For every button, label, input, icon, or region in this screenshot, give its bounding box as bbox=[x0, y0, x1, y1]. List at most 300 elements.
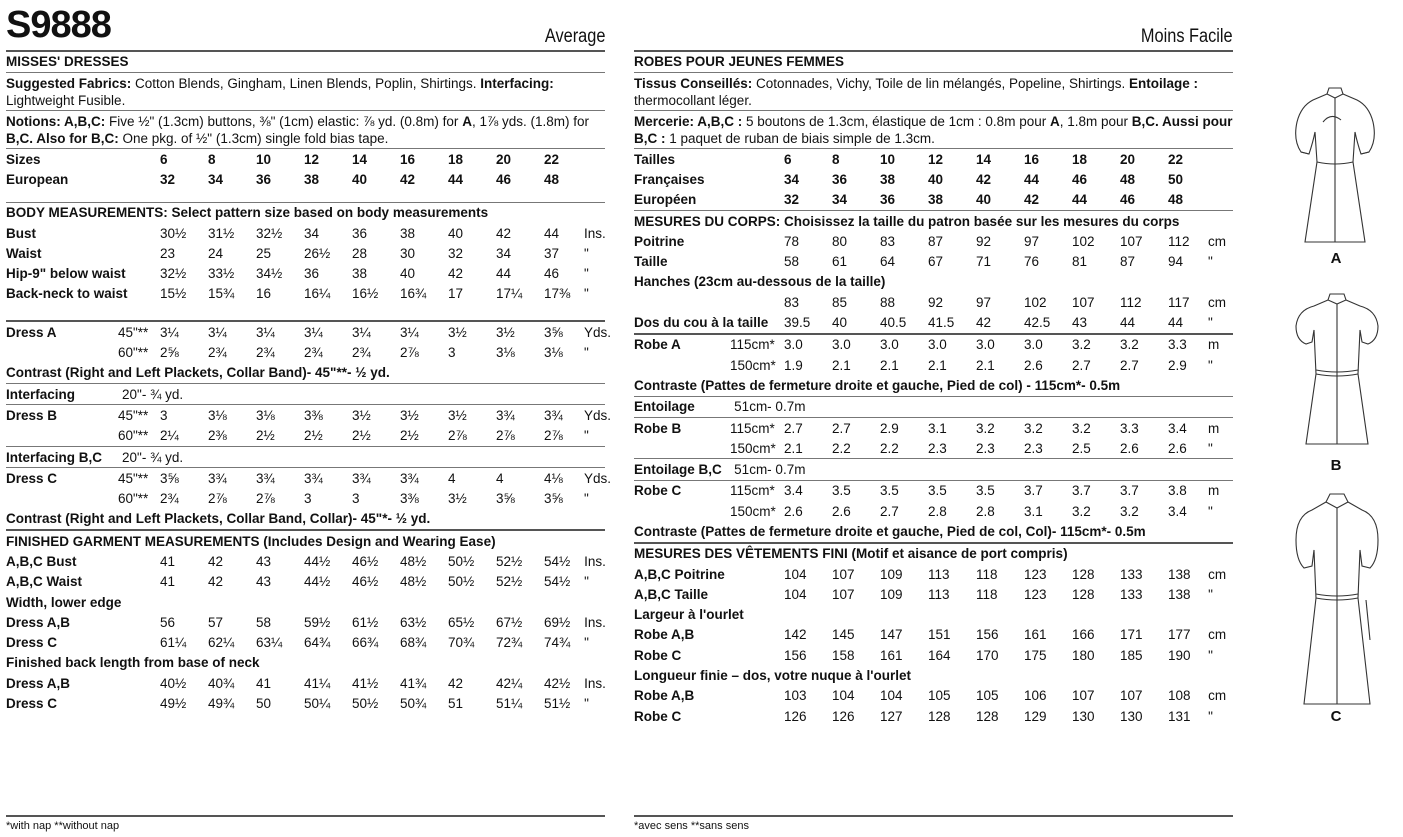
interfacing-label-fr: Entoilage : bbox=[1129, 76, 1199, 91]
contrast-a-text: Contrast (Right and Left Plackets, Collar Band)- 45"**- ½ yd. bbox=[6, 365, 390, 381]
value-cell: 3.0 bbox=[928, 337, 947, 353]
value-cell: 145 bbox=[832, 627, 855, 643]
value-cell: 46 bbox=[1120, 192, 1136, 208]
value-cell: 46 bbox=[544, 266, 560, 282]
value-cell: 83 bbox=[784, 294, 800, 310]
value-cell: 108 bbox=[1168, 688, 1191, 704]
value-cell: 177 bbox=[1168, 627, 1191, 643]
longueur-text: Longueur finie – dos, votre nuque à l'ourlet bbox=[634, 668, 911, 684]
value-cell: 44 bbox=[544, 225, 560, 241]
value-cell: 2.8 bbox=[928, 503, 947, 519]
value-cell: 2⅞ bbox=[256, 491, 275, 507]
width-label: 115cm* bbox=[730, 420, 775, 436]
value-cell: 6 bbox=[784, 151, 792, 167]
value-cell: 161 bbox=[880, 647, 903, 663]
blank-cell bbox=[634, 438, 730, 458]
value-cell: 2.6 bbox=[1120, 440, 1139, 456]
dos-row bbox=[634, 312, 1233, 332]
unit-cell: cm bbox=[1208, 233, 1227, 249]
data-table bbox=[6, 447, 605, 467]
value-cell: 22 bbox=[544, 151, 560, 167]
value-cell: 17¼ bbox=[496, 286, 523, 302]
value-cell: 142 bbox=[784, 627, 807, 643]
value-cell: 104 bbox=[832, 688, 855, 704]
row-label: Dress A,B bbox=[6, 614, 71, 630]
value-cell: 3.7 bbox=[1120, 483, 1139, 499]
value-cell: 118 bbox=[976, 586, 998, 602]
row-label: Robe A bbox=[634, 337, 681, 353]
value-cell: 51¼ bbox=[496, 696, 523, 712]
value-cell: 3.2 bbox=[1072, 503, 1091, 519]
contrast-a-fr bbox=[634, 375, 1233, 395]
value-cell: 3.5 bbox=[928, 483, 947, 499]
width-row bbox=[6, 612, 605, 632]
row-text: 51cm- 0.7m bbox=[734, 399, 806, 415]
data-table bbox=[6, 322, 612, 383]
value-cell: 8 bbox=[832, 151, 840, 167]
value-cell: 3.5 bbox=[880, 483, 899, 499]
value-cell: 107 bbox=[1072, 688, 1095, 704]
row-label: Européen bbox=[634, 192, 697, 208]
value-cell: 106 bbox=[1024, 688, 1047, 704]
value-cell: 44 bbox=[496, 266, 512, 282]
french-tables bbox=[634, 149, 1233, 726]
value-cell: 3¼ bbox=[400, 324, 419, 340]
value-cell: 32 bbox=[448, 245, 464, 261]
value-cell: 112 bbox=[1120, 294, 1142, 310]
unit-cell: " bbox=[1208, 586, 1213, 602]
value-cell: 107 bbox=[1072, 294, 1095, 310]
width-label: 150cm* bbox=[730, 440, 776, 456]
robe-c-row bbox=[634, 501, 1233, 521]
data-table bbox=[634, 211, 1233, 333]
value-cell: 16 bbox=[1024, 151, 1040, 167]
row-label: Tailles bbox=[634, 151, 676, 167]
section-title-fr: ROBES POUR JEUNES FEMMES bbox=[634, 52, 1233, 73]
dress-c-illustration bbox=[1290, 490, 1385, 712]
value-cell: 16 bbox=[400, 151, 416, 167]
value-cell: 2½ bbox=[304, 428, 323, 444]
largeur-row bbox=[634, 625, 1233, 645]
value-cell: 14 bbox=[976, 151, 992, 167]
value-cell: 48½ bbox=[400, 553, 427, 569]
value-cell: 32 bbox=[784, 192, 800, 208]
value-cell: 2.7 bbox=[1072, 357, 1091, 373]
value-cell: 40 bbox=[400, 266, 416, 282]
row-label: Back-neck to waist bbox=[6, 286, 128, 302]
notions-text-fr: 5 boutons de 1.3cm, élastique de 1cm : 0.8m pour bbox=[742, 114, 1050, 129]
pattern-code: S9888 bbox=[6, 4, 111, 46]
unit-cell: Ins. bbox=[584, 225, 606, 241]
value-cell: 3⅛ bbox=[256, 407, 275, 423]
value-cell: 83 bbox=[880, 233, 896, 249]
taille-row bbox=[634, 251, 1233, 271]
value-cell: 3.2 bbox=[976, 420, 995, 436]
back-row bbox=[6, 693, 605, 713]
value-cell: 48½ bbox=[400, 574, 427, 590]
value-cell: 3.3 bbox=[1168, 337, 1187, 353]
notions-paragraph-fr bbox=[634, 111, 1233, 149]
row-label: Dress B bbox=[6, 407, 58, 423]
value-cell: 2¾ bbox=[304, 345, 323, 361]
value-cell: 103 bbox=[784, 688, 807, 704]
data-table bbox=[634, 459, 1233, 479]
value-cell: 107 bbox=[832, 566, 855, 582]
value-cell: 3¼ bbox=[208, 324, 227, 340]
value-cell: 43 bbox=[256, 553, 272, 569]
value-cell: 17 bbox=[448, 286, 464, 302]
value-cell: 118 bbox=[976, 566, 998, 582]
value-cell: 2.3 bbox=[928, 440, 947, 456]
notions-text: Five ½" (1.3cm) buttons, ⅜" (1cm) elastic: ⅞ yd. (0.8m) for bbox=[105, 114, 463, 129]
value-cell: 41 bbox=[160, 574, 176, 590]
row-label: Dress A,B bbox=[6, 675, 71, 691]
value-cell: 8 bbox=[208, 151, 216, 167]
value-cell: 129 bbox=[1024, 708, 1047, 724]
dress-b-row bbox=[6, 426, 605, 446]
value-cell: 92 bbox=[928, 294, 944, 310]
row-label: Bust bbox=[6, 225, 36, 241]
longueur-row bbox=[634, 686, 1233, 706]
row-label: Robe C bbox=[634, 647, 682, 663]
unit-cell: " bbox=[584, 696, 589, 712]
value-cell: 87 bbox=[928, 233, 944, 249]
value-cell: 3.7 bbox=[1072, 483, 1091, 499]
dress-a-illustration bbox=[1283, 82, 1388, 250]
value-cell: 3½ bbox=[448, 491, 467, 507]
robe-c-row bbox=[634, 481, 1233, 501]
value-cell: 175 bbox=[1024, 647, 1047, 663]
value-cell: 104 bbox=[784, 566, 807, 582]
unit-cell: " bbox=[584, 574, 589, 590]
value-cell: 32½ bbox=[256, 225, 283, 241]
value-cell: 58 bbox=[784, 254, 800, 270]
value-cell: 128 bbox=[1072, 586, 1095, 602]
data-table bbox=[634, 149, 1233, 210]
fabrics-text-fr: Cotonnades, Vichy, Toile de lin mélangés, Popeline, Shirtings. bbox=[752, 76, 1130, 91]
finished-row-fr bbox=[634, 584, 1233, 604]
value-cell: 22 bbox=[1168, 151, 1184, 167]
value-cell: 33½ bbox=[208, 266, 235, 282]
value-cell: 40 bbox=[448, 225, 464, 241]
value-cell: 42 bbox=[976, 315, 992, 331]
value-cell: 92 bbox=[976, 233, 992, 249]
data-table bbox=[6, 531, 605, 714]
value-cell: 44 bbox=[1072, 192, 1088, 208]
value-cell: 3⅝ bbox=[160, 470, 179, 486]
value-cell: 42 bbox=[208, 574, 224, 590]
value-cell: 109 bbox=[880, 566, 903, 582]
francaises-row bbox=[634, 169, 1233, 189]
value-cell: 2.1 bbox=[976, 357, 995, 373]
value-cell: 133 bbox=[1120, 586, 1143, 602]
value-cell: 2.6 bbox=[832, 503, 851, 519]
interfacing-text: Lightweight Fusible. bbox=[6, 93, 126, 108]
notions-a-fr: A bbox=[1049, 114, 1060, 129]
value-cell: 131 bbox=[1168, 708, 1191, 724]
value-cell: 2.7 bbox=[880, 503, 899, 519]
value-cell: 44 bbox=[448, 171, 464, 187]
hanches-row bbox=[634, 292, 1233, 312]
finished-title bbox=[6, 531, 605, 551]
dress-a-row bbox=[6, 342, 605, 362]
value-cell: 3.0 bbox=[880, 337, 899, 353]
value-cell: 57 bbox=[208, 614, 224, 630]
value-cell: 2¾ bbox=[256, 345, 275, 361]
value-cell: 2.3 bbox=[1024, 440, 1043, 456]
row-label: Robe C bbox=[634, 483, 682, 499]
width-label: 115cm* bbox=[730, 483, 775, 499]
value-cell: 3¾ bbox=[256, 470, 275, 486]
value-cell: 2¾ bbox=[208, 345, 227, 361]
dress-a-row bbox=[6, 322, 605, 342]
finished-title-fr-text: MESURES DES VÊTEMENTS FINI (Motif et aisance de port compris) bbox=[634, 546, 1068, 562]
difficulty-label-fr: Moins Facile bbox=[1141, 26, 1233, 47]
value-cell: 25 bbox=[256, 245, 272, 261]
notions-bc: B,C. Also for B,C: bbox=[6, 131, 119, 146]
value-cell: 138 bbox=[1168, 566, 1191, 582]
value-cell: 2⅞ bbox=[208, 491, 227, 507]
value-cell: 107 bbox=[1120, 688, 1143, 704]
value-cell: 70¾ bbox=[448, 635, 475, 651]
value-cell: 38 bbox=[880, 171, 896, 187]
body-row bbox=[6, 223, 605, 243]
value-cell: 61 bbox=[832, 254, 848, 270]
value-cell: 41 bbox=[256, 675, 272, 691]
width-label: 45"** bbox=[118, 407, 149, 423]
blank-cell bbox=[6, 426, 118, 446]
value-cell: 3⅛ bbox=[496, 345, 515, 361]
value-cell: 3½ bbox=[352, 407, 371, 423]
finished-row bbox=[6, 551, 605, 571]
value-cell: 2.1 bbox=[784, 440, 803, 456]
value-cell: 102 bbox=[1024, 294, 1047, 310]
value-cell: 41.5 bbox=[928, 315, 955, 331]
value-cell: 3⅜ bbox=[400, 491, 419, 507]
value-cell: 151 bbox=[928, 627, 951, 643]
value-cell: 2½ bbox=[400, 428, 419, 444]
notions-bc-fr: B,C. Aussi pour B,C : bbox=[634, 114, 1233, 146]
value-cell: 48 bbox=[1168, 192, 1184, 208]
value-cell: 2.9 bbox=[880, 420, 899, 436]
value-cell: 105 bbox=[928, 688, 951, 704]
value-cell: 36 bbox=[304, 266, 320, 282]
largeur bbox=[634, 605, 1233, 625]
interfacing-label: Interfacing: bbox=[480, 76, 554, 91]
value-cell: 50¾ bbox=[400, 696, 427, 712]
value-cell: 68¾ bbox=[400, 635, 427, 651]
value-cell: 44 bbox=[1168, 315, 1184, 331]
unit-cell: " bbox=[584, 266, 589, 282]
value-cell: 24 bbox=[208, 245, 224, 261]
value-cell: 31½ bbox=[208, 225, 235, 241]
row-label: Hip-9" below waist bbox=[6, 266, 126, 282]
notions-paragraph bbox=[6, 111, 605, 149]
value-cell: 3 bbox=[448, 345, 456, 361]
value-cell: 34½ bbox=[256, 266, 283, 282]
value-cell: 40 bbox=[832, 315, 848, 331]
value-cell: 48 bbox=[544, 171, 560, 187]
unit-cell: Ins. bbox=[584, 553, 606, 569]
width-row bbox=[6, 633, 605, 653]
width-label: 60"** bbox=[118, 491, 149, 507]
row-label: Robe C bbox=[634, 708, 682, 724]
value-cell: 3.0 bbox=[1024, 337, 1043, 353]
data-table bbox=[634, 397, 1233, 417]
value-cell: 3¼ bbox=[160, 324, 179, 340]
value-cell: 41¾ bbox=[400, 675, 427, 691]
body-row bbox=[6, 263, 605, 283]
value-cell: 2⅝ bbox=[160, 345, 179, 361]
english-tables bbox=[6, 149, 612, 714]
value-cell: 2.7 bbox=[832, 420, 851, 436]
value-cell: 37 bbox=[544, 245, 560, 261]
value-cell: 52½ bbox=[496, 574, 523, 590]
hanches-label bbox=[634, 272, 1233, 292]
contrast-a-fr-text: Contraste (Pattes de fermeture droite et gauche, Pied de col) - 115cm*- 0.5m bbox=[634, 377, 1121, 393]
value-cell: 2⅞ bbox=[496, 428, 515, 444]
value-cell: 3.4 bbox=[784, 483, 803, 499]
value-cell: 43 bbox=[256, 574, 272, 590]
unit-cell: " bbox=[1208, 315, 1213, 331]
value-cell: 51½ bbox=[544, 696, 571, 712]
value-cell: 3½ bbox=[496, 324, 515, 340]
value-cell: 34 bbox=[784, 171, 800, 187]
value-cell: 81 bbox=[1072, 254, 1088, 270]
value-cell: 40¾ bbox=[208, 675, 235, 691]
largeur-row bbox=[634, 645, 1233, 665]
unit-cell: Ins. bbox=[584, 675, 606, 691]
value-cell: 16¾ bbox=[400, 286, 427, 302]
value-cell: 59½ bbox=[304, 614, 331, 630]
value-cell: 39.5 bbox=[784, 315, 811, 331]
width-label: 115cm* bbox=[730, 337, 775, 353]
value-cell: 2.9 bbox=[1168, 357, 1187, 373]
value-cell: 48 bbox=[1120, 171, 1136, 187]
value-cell: 138 bbox=[1168, 586, 1191, 602]
interfacing-bc bbox=[6, 447, 605, 467]
figure-label-c: C bbox=[1330, 708, 1342, 725]
finished-title-fr bbox=[634, 544, 1233, 564]
value-cell: 2.6 bbox=[1168, 440, 1187, 456]
value-cell: 2½ bbox=[352, 428, 371, 444]
value-cell: 42 bbox=[1024, 192, 1040, 208]
value-cell: 3.2 bbox=[1072, 420, 1091, 436]
value-cell: 17⅜ bbox=[544, 286, 571, 302]
value-cell: 3.2 bbox=[1072, 337, 1091, 353]
value-cell: 123 bbox=[1024, 586, 1047, 602]
finished-row-fr bbox=[634, 564, 1233, 584]
value-cell: 40.5 bbox=[880, 315, 907, 331]
value-cell: 52½ bbox=[496, 553, 523, 569]
unit-cell: Yds. bbox=[584, 324, 612, 340]
value-cell: 161 bbox=[1024, 627, 1047, 643]
row-label: Entoilage B,C bbox=[634, 462, 722, 478]
entoilage-bc bbox=[634, 459, 1233, 479]
notions-a: A bbox=[462, 114, 472, 129]
data-table bbox=[6, 384, 605, 404]
row-label: Dress C bbox=[6, 635, 58, 651]
value-cell: 18 bbox=[1072, 151, 1088, 167]
value-cell: 105 bbox=[976, 688, 999, 704]
footnote: *with nap **without nap bbox=[6, 815, 605, 832]
value-cell: 66¾ bbox=[352, 635, 379, 651]
value-cell: 113 bbox=[928, 586, 950, 602]
value-cell: 42¼ bbox=[496, 675, 523, 691]
value-cell: 3.2 bbox=[1120, 503, 1139, 519]
value-cell: 126 bbox=[832, 708, 855, 724]
unit-cell: " bbox=[584, 491, 589, 507]
europeen-row bbox=[634, 190, 1233, 210]
unit-cell: " bbox=[584, 635, 589, 651]
value-cell: 147 bbox=[880, 627, 903, 643]
value-cell: 3¼ bbox=[304, 324, 323, 340]
unit-cell: cm bbox=[1208, 294, 1227, 310]
value-cell: 170 bbox=[976, 647, 999, 663]
value-cell: 44 bbox=[1120, 315, 1136, 331]
robe-a-row bbox=[634, 355, 1233, 375]
value-cell: 50½ bbox=[448, 574, 475, 590]
value-cell: 16 bbox=[256, 286, 272, 302]
value-cell: 62¼ bbox=[208, 635, 235, 651]
value-cell: 64 bbox=[880, 254, 896, 270]
value-cell: 49¾ bbox=[208, 696, 235, 712]
contrast-c-fr bbox=[634, 521, 1233, 541]
value-cell: 2.6 bbox=[1024, 357, 1043, 373]
value-cell: 28 bbox=[352, 245, 368, 261]
value-cell: 185 bbox=[1120, 647, 1143, 663]
value-cell: 32 bbox=[160, 171, 176, 187]
value-cell: 38 bbox=[400, 225, 416, 241]
body-title-fr-text: MESURES DU CORPS: Choisissez la taille du patron basée sur les mesures du corps bbox=[634, 213, 1180, 229]
unit-cell: " bbox=[584, 345, 589, 361]
value-cell: 88 bbox=[880, 294, 896, 310]
row-label: Dos du cou à la taille bbox=[634, 315, 769, 331]
value-cell: 133 bbox=[1120, 566, 1143, 582]
value-cell: 97 bbox=[976, 294, 992, 310]
value-cell: 87 bbox=[1120, 254, 1136, 270]
unit-cell: m bbox=[1208, 337, 1220, 353]
value-cell: 3.4 bbox=[1168, 420, 1187, 436]
value-cell: 117 bbox=[1168, 294, 1190, 310]
value-cell: 2.1 bbox=[880, 357, 899, 373]
fabrics-label-fr: Tissus Conseillés: bbox=[634, 76, 753, 91]
value-cell: 34 bbox=[496, 245, 512, 261]
english-column bbox=[6, 0, 612, 714]
width-label: 150cm* bbox=[730, 357, 776, 373]
row-label: A,B,C Bust bbox=[6, 553, 77, 569]
contrast-a bbox=[6, 363, 605, 383]
row-label: Taille bbox=[634, 254, 668, 270]
interfacing-a bbox=[6, 384, 605, 404]
contrast-c-text: Contrast (Right and Left Plackets, Collar Band, Collar)- 45"*- ½ yd. bbox=[6, 511, 431, 527]
unit-cell: " bbox=[1208, 503, 1213, 519]
row-label: A,B,C Poitrine bbox=[634, 566, 725, 582]
unit-cell: " bbox=[1208, 647, 1213, 663]
value-cell: 4 bbox=[496, 470, 504, 486]
notions-text3: One pkg. of ½" (1.3cm) single fold bias tape. bbox=[118, 131, 389, 146]
body-title-fr bbox=[634, 211, 1233, 231]
value-cell: 4 bbox=[448, 470, 456, 486]
value-cell: 54½ bbox=[544, 574, 571, 590]
value-cell: 50 bbox=[256, 696, 272, 712]
footnote-fr: *avec sens **sans sens bbox=[634, 815, 1233, 832]
width-label: 45"** bbox=[118, 324, 149, 340]
blank-cell bbox=[634, 355, 730, 375]
value-cell: 126 bbox=[784, 708, 807, 724]
row-text: 20"- ¾ yd. bbox=[122, 386, 184, 402]
value-cell: 36 bbox=[880, 192, 896, 208]
